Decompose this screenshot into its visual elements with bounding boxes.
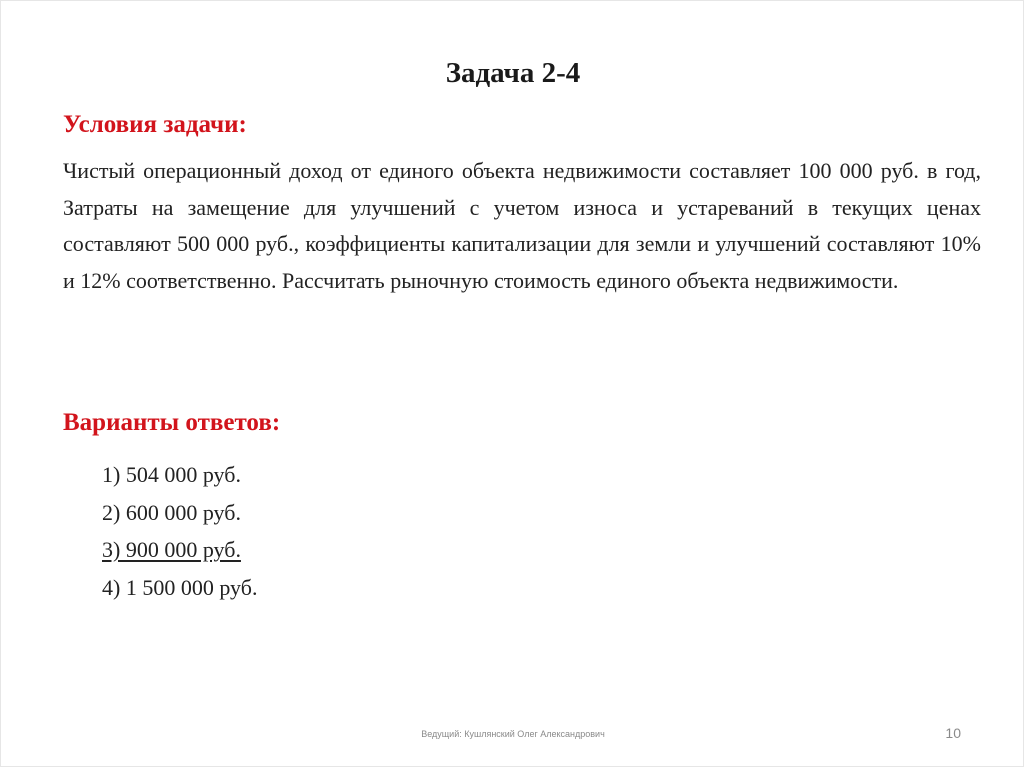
answers-heading: Варианты ответов: [63, 409, 281, 436]
answer-list [102, 456, 257, 606]
slide-title: Задача 2-4 [445, 57, 581, 89]
page-number: 10 [945, 725, 961, 741]
answer-option-4: 4) 1 500 000 руб. [102, 574, 258, 600]
conditions-heading: Условия задачи: [63, 111, 247, 138]
answer-option-1: 1) 504 000 руб. [102, 462, 241, 487]
answer-option-3-correct: 3) 900 000 руб. [102, 537, 241, 562]
answer-option-2: 2) 600 000 руб. [102, 499, 241, 525]
footer-presenter: Ведущий: Кушлянский Олег Александрович [421, 729, 605, 739]
problem-text: Чистый операционный доход от единого объекта недвижимости составляет 100 000 руб. в год, Затраты на замещение для улучшений с учетом износа и устареваний в текущих ценах составляют 500 000 руб., коэффициенты капитализации для земли и улучшений составляют 10% и 12% соответственно. Рассчитать рыночную стоимость единого объекта недвижимости. [63, 158, 981, 293]
